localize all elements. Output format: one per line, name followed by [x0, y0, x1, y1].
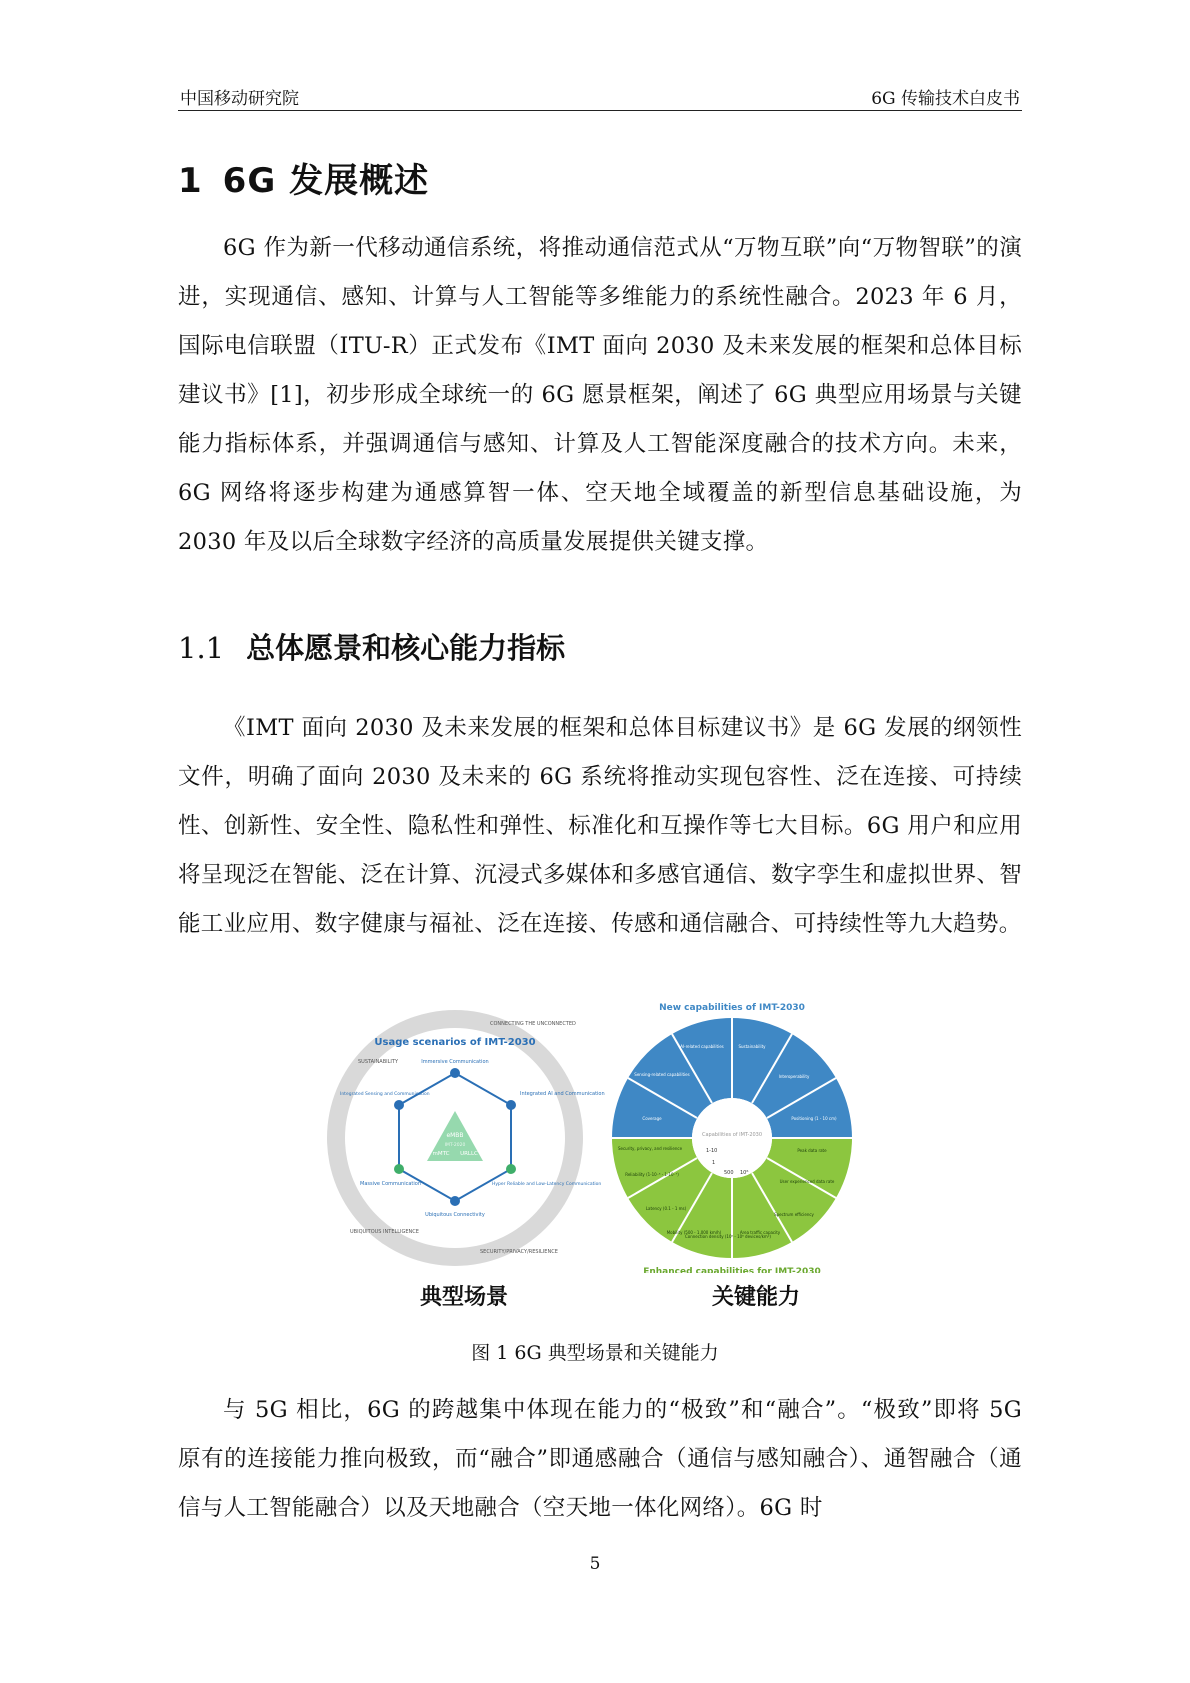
new-capability-item: Coverage [642, 1116, 662, 1121]
scale-label: 10⁶ [740, 1170, 749, 1176]
figure-caption: 图 1 6G 典型场景和关键能力 [471, 1342, 719, 1364]
node-dot [394, 1100, 404, 1110]
subsection-title: 总体愿景和核心能力指标 [246, 631, 566, 665]
body-paragraph-3: 与 5G 相比，6G 的跨越集中体现在能力的“极致”和“融合”。“极致”即将 5G 原有的连接能力推向极致，而“融合”即通感融合（通信与感知融合）、通智融合（通信与人工智能融合）以及天地融合（空天地一体化网络）。6G 时 [178, 1397, 1022, 1521]
capabilities-diagram [612, 1003, 852, 1273]
new-capability-item: Interoperability [778, 1074, 810, 1079]
ring-label-security: SECURITY/PRIVACY/RESILIENCE [480, 1249, 558, 1255]
usage-title: Usage scenarios of IMT-2030 [374, 1037, 536, 1048]
enhanced-capability-item: User experienced data rate [779, 1179, 835, 1184]
subsection-number: 1.1 [178, 631, 225, 665]
body-paragraph-2: 《IMT 面向 2030 及未来发展的框架和总体目标建议书》是 6G 发展的纲领性文件，明确了面向 2030 及未来的 6G 系统将推动实现包容性、泛在连接、可持续性、创新性、安全性、隐私性和弹性、标准化和互操作等七大目标。6G 用户和应用将呈现泛在智能、泛在计算、沉浸式多媒体和多感官通信、数字孪生和虚拟世界、智能工业应用、数字健康与福祉、泛在连接、传感和通信融合、可持续性等九大趋势。 [178, 715, 1022, 937]
center-urllc: URLLC [460, 1151, 478, 1157]
enhanced-capability-item: Area traffic capacity [739, 1230, 781, 1235]
enhanced-capability-item: Peak data rate [797, 1148, 827, 1153]
body-paragraph-1: 6G 作为新一代移动通信系统，将推动通信范式从“万物互联”向“万物智联”的演进，实现通信、感知、计算与人工智能等多维能力的系统性融合。2023 年 6 月，国际电信联盟（ITU-R）正式发布《IMT 面向 2030 及未来发展的框架和总体目标建议书》[1]，初步形成全球统一的 6G 愿景框架，阐述了 6G 典型应用场景与关键能力指标体系，并强调通信与感知、计算及人工智能深度融合的技术方向。未来，6G 网络将逐步构建为通感算智一体、空天地全域覆盖的新型信息基础设施，为 2030 年及以后全球数字经济的高质量发展提供关键支撑。 [178, 235, 1022, 555]
center-mmtc: mMTC [432, 1151, 450, 1157]
node-dot [506, 1100, 516, 1110]
enhanced-capability-item: Latency (0.1 - 1 ms) [645, 1206, 687, 1211]
node-label: Hyper Reliable and Low-Latency Communication [492, 1182, 602, 1187]
new-capability-item: Positioning (1 - 10 cm) [791, 1116, 837, 1121]
node-dot [450, 1068, 460, 1078]
page-number: 5 [589, 1554, 601, 1574]
node-dot [394, 1164, 404, 1174]
usage-scenarios-diagram [327, 1010, 605, 1266]
enhanced-capability-item: Security, privacy, and resilience [617, 1146, 683, 1151]
new-capability-item: Sustainability [738, 1044, 766, 1049]
node-label: Immersive Communication [421, 1059, 489, 1065]
figure-label-capabilities: 关键能力 [712, 1285, 801, 1310]
enhanced-capability-item: Mobility (500 - 1,000 km/h) [666, 1230, 722, 1235]
page-header [178, 82, 1022, 111]
center-disc [692, 1098, 772, 1178]
node-dot [506, 1164, 516, 1174]
node-label: Integrated Sensing and Communication [340, 1092, 430, 1097]
ring-label-sustainability: SUSTAINABILITY [358, 1059, 399, 1065]
header-organization: 中国移动研究院 [180, 89, 299, 109]
enhanced-capability-item: Connection density (10⁶ - 10⁸ devices/km²) [685, 1234, 771, 1239]
node-label: Ubiquitous Connectivity [425, 1212, 485, 1218]
new-capability-item: Sensing-related capabilities [634, 1072, 690, 1077]
center-label: Capabilities of IMT-2030 [701, 1132, 763, 1138]
new-capabilities-title: New capabilities of IMT-2030 [659, 1003, 805, 1013]
node-label: Integrated AI and Communication [520, 1091, 605, 1097]
center-embb: eMBB [446, 1132, 464, 1139]
section-heading-1-1 [178, 626, 565, 667]
enhanced-capability-item: Spectrum efficiency [774, 1212, 814, 1217]
ring-label-connecting: CONNECTING THE UNCONNECTED [490, 1021, 576, 1027]
figure-scenarios-capabilities [320, 1003, 880, 1303]
scale-label: 500 [724, 1170, 734, 1176]
node-dot [450, 1196, 460, 1206]
section-number: 1 [178, 161, 203, 201]
center-imt2020: IMT-2020 [444, 1143, 466, 1148]
new-capability-item: AI-related capabilities [680, 1044, 724, 1049]
scale-label: 1 [712, 1160, 716, 1166]
enhanced-capability-item: Reliability (1-10⁻⁵ - 1-10⁻⁷) [625, 1172, 679, 1177]
header-document-title: 6G 传输技术白皮书 [871, 89, 1020, 109]
figure-label-scenarios: 典型场景 [420, 1285, 509, 1310]
enhanced-capabilities-title: Enhanced capabilities for IMT-2030 [643, 1267, 821, 1273]
ring-label-intelligence: UBIQUITOUS INTELLIGENCE [350, 1229, 419, 1235]
scale-label: 1-10 [706, 1148, 718, 1154]
section-title: 6G 发展概述 [222, 161, 430, 201]
section-heading-1 [178, 153, 429, 202]
node-label: Massive Communication [360, 1181, 422, 1187]
